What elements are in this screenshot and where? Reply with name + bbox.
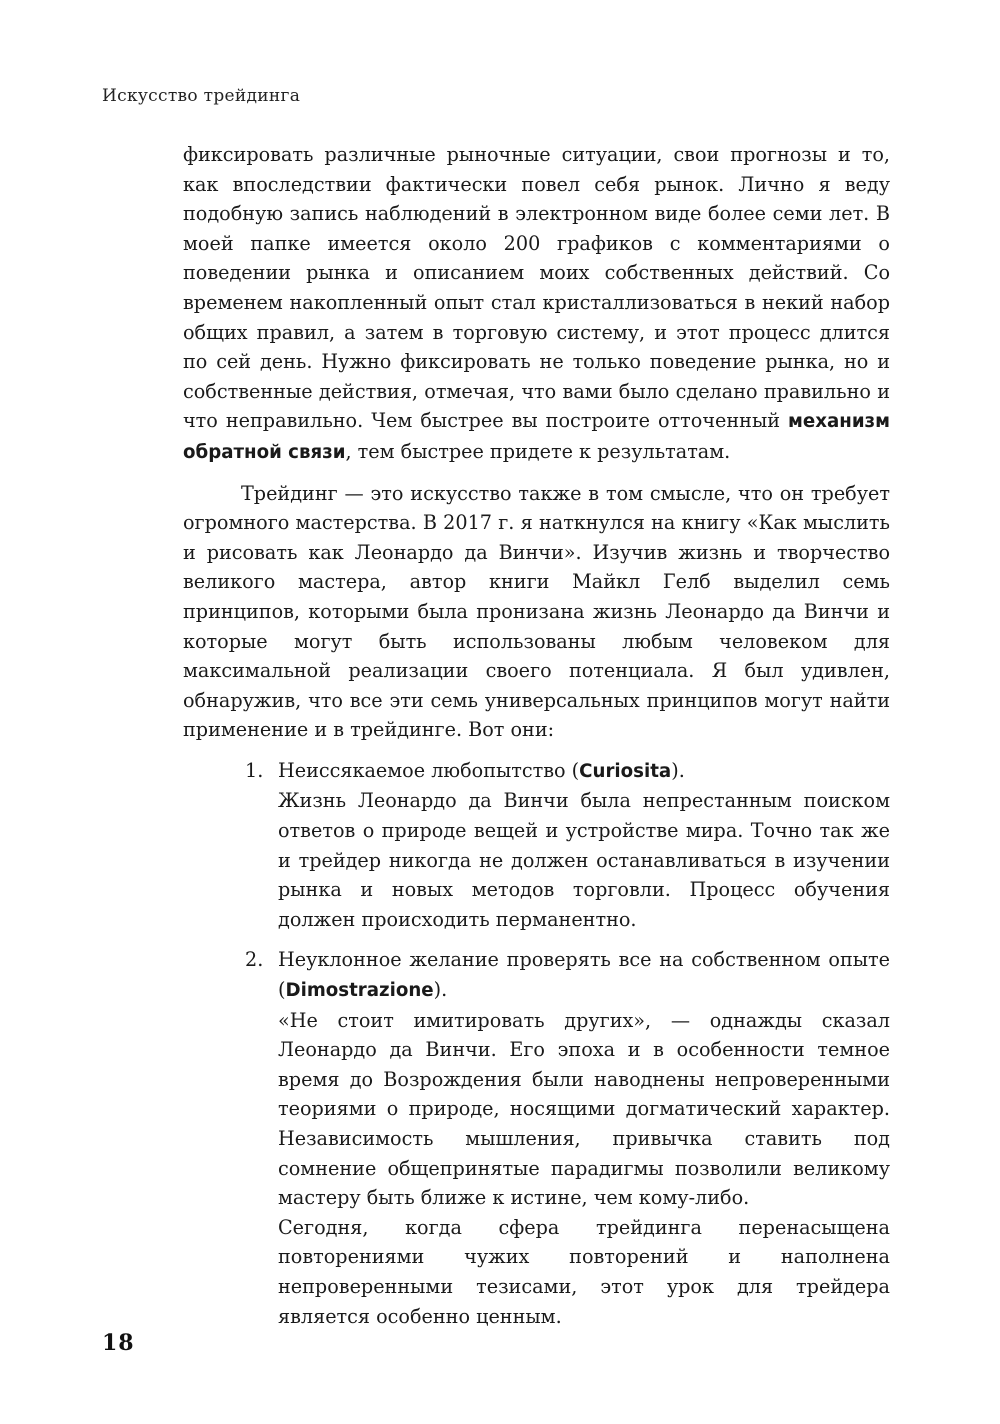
list-item-title-text: Неуклонное желание проверять все на собственном опыте ( [278,948,890,1002]
paragraph-mastery: Трейдинг — это искусство также в том смысле, что он требует огромного мастерства. В 2017 г. я наткнулся на книгу «Как мыслить и рисовать как Леонардо да Винчи». Изучив жизнь и творчество великого мастера, автор книги Майкл Гелб выделил семь принципов, которыми была пронизана жизнь Леонардо да Винчи и которые могут быть использованы любым человеком для максимальной реализации своего потенциала. Я был удивлен, обнаружив, что все эти семь универсальных принципов могут найти применение и в трейдинге. Вот они: [183,481,890,742]
list-item-term: Dimostrazione [285,980,434,1002]
list-item-title [278,756,890,787]
list-item-number: 1. [245,758,264,782]
principles-list [183,756,890,1331]
list-item-term: Curiosita [579,760,672,782]
main-text [183,140,890,1331]
list-item-body: Жизнь Леонардо да Винчи была непрестанным поиском ответов о природе вещей и устройстве мира. Точно так же и трейдер никогда не должен останавливаться в изучении рынка и новых методов торговли. Процесс обучения должен происходить перманентно. [278,789,890,931]
paragraph-feedback [183,140,890,468]
list-item-title [278,945,890,1005]
list-item-number: 2. [245,948,264,972]
list-item-title-end: ). [433,978,448,1002]
running-head: Искусство трейдинга [102,86,301,106]
list-item [183,945,890,1331]
emphasis-feedback-mechanism: механизм обратной связи [183,411,890,463]
list-item-title-text: Неиссякаемое любопытство ( [278,758,580,782]
list-item [183,756,890,935]
page-number: 18 [102,1330,135,1356]
paragraph-feedback-tail: , тем быстрее придете к результатам. [345,439,731,463]
list-item-body: «Не стоит имитировать других», — однажды сказал Леонардо да Винчи. Его эпоха и в особенности темное время до Возрождения были наводнены непроверенными теориями о природе, носящими догматический характер. Независимость мышления, привычка ставить под сомнение общепринятые парадигмы позволили великому мастеру быть ближе к истине, чем кому-либо. [278,1008,890,1210]
list-item-body: Сегодня, когда сфера трейдинга перенасыщена повторениями чужих повторений и наполнена непроверенными тезисами, этот урок для трейдера является особенно ценным. [278,1215,890,1328]
list-item-title-end: ). [671,758,685,782]
paragraph-feedback-text: фиксировать различные рыночные ситуации, свои прогнозы и то, как впоследствии фактически повел себя рынок. Лично я веду подобную запись наблюдений в электронном виде более семи лет. В моей папке имеется около 200 графиков с комментариями о поведении рынка и описанием моих собственных действий. Со временем накопленный опыт стал кристаллизоваться в некий набор общих правил, а затем в торговую систему, и этот процесс длится по сей день. Нужно фиксировать не только поведение рынка, но и собственные действия, отмечая, что вами было сделано правильно и что неправильно. Чем быстрее вы построите отточенный [183,143,890,433]
